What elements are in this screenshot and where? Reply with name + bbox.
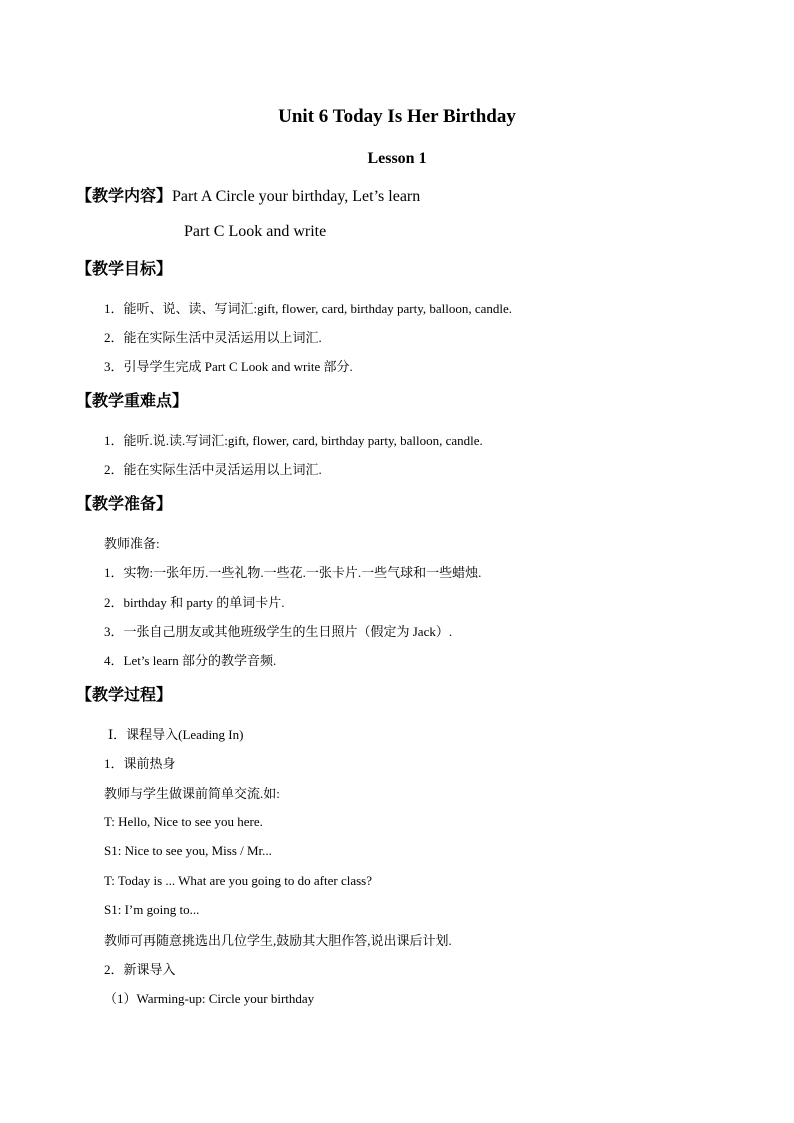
prep-item-3: 3．一张自己朋友或其他班级学生的生日照片（假定为 Jack）. — [104, 624, 453, 639]
section-content-line1: Part A Circle your birthday, Let’s learn — [172, 188, 421, 205]
process-line-3: 教师与学生做课前简单交流.如: — [104, 786, 280, 801]
prep-intro: 教师准备: — [104, 536, 160, 551]
prep-item-4: 4．Let’s learn 部分的教学音频. — [104, 653, 277, 668]
process-line-2: 1．课前热身 — [104, 756, 176, 771]
process-line-9: 2．新课导入 — [104, 962, 176, 977]
process-line-1: Ⅰ．课程导入(Leading In) — [108, 727, 244, 742]
prep-item-2: 2．birthday 和 party 的单词卡片. — [104, 595, 285, 610]
goal-item-2: 2．能在实际生活中灵活运用以上词汇. — [104, 330, 322, 345]
lesson-label: Lesson 1 — [367, 150, 427, 167]
process-line-4: T: Hello, Nice to see you here. — [104, 814, 263, 829]
section-process-heading — [76, 682, 172, 705]
keypoint-item-1: 1．能听.说.读.写词汇:gift, flower, card, birthday party, balloon, candle. — [104, 433, 483, 448]
process-line-5: S1: Nice to see you, Miss / Mr... — [104, 843, 272, 858]
section-prep-label: 【教学准备】 — [76, 494, 173, 513]
prep-item-1: 1．实物:一张年历.一些礼物.一些花.一张卡片.一些气球和一些蜡烛. — [104, 565, 482, 580]
section-goals-label: 【教学目标】 — [76, 259, 173, 278]
process-line-10: （1）Warming-up: Circle your birthday — [104, 991, 315, 1006]
section-keypoints-label: 【教学重难点】 — [76, 391, 189, 410]
section-content-heading — [76, 183, 420, 206]
section-process-label: 【教学过程】 — [76, 685, 173, 704]
goal-item-1: 1．能听、说、读、写词汇:gift, flower, card, birthday party, balloon, candle. — [104, 301, 513, 316]
section-prep-heading — [76, 491, 172, 514]
section-content-line2: Part C Look and write — [184, 223, 327, 240]
keypoint-item-2: 2．能在实际生活中灵活运用以上词汇. — [104, 462, 322, 477]
process-line-7: S1: I’m going to... — [104, 902, 200, 917]
section-content-label: 【教学内容】 — [76, 186, 173, 205]
section-keypoints-heading — [76, 388, 188, 411]
section-goals-heading — [76, 256, 172, 279]
goal-item-3: 3．引导学生完成 Part C Look and write 部分. — [104, 359, 353, 374]
lesson-heading — [0, 150, 794, 168]
process-line-6: T: Today is ... What are you going to do after class? — [104, 873, 373, 888]
process-line-8: 教师可再随意挑选出几位学生,鼓励其大胆作答,说出课后计划. — [104, 933, 452, 948]
document-title: Unit 6 Today Is Her Birthday — [278, 106, 516, 127]
